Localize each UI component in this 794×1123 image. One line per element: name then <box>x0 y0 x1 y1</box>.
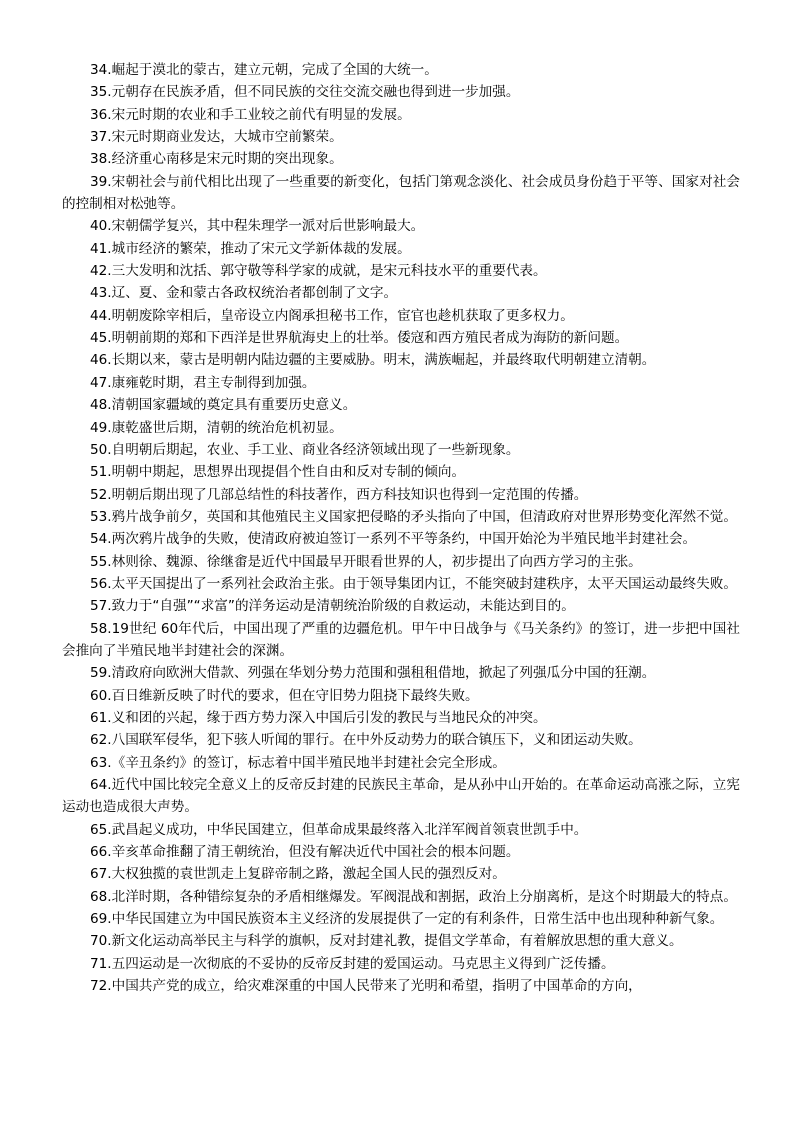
list-item: 38.经济重心南移是宋元时期的突出现象。 <box>90 151 343 168</box>
list-item: 36.宋元时期的农业和手工业较之前代有明显的发展。 <box>90 106 411 123</box>
list-item: 70.新文化运动高举民主与科学的旗帜，反对封建礼教，提倡文学革命，有着解放思想的重大意义。 <box>90 933 683 950</box>
list-item: 54.两次鸦片战争的失败，使清政府被迫签订一系列不平等条约，中国开始沦为半殖民地半封建社会。 <box>90 531 697 548</box>
list-item: 51.明朝中期起，思想界出现提倡个性自由和反对专制的倾向。 <box>90 464 466 481</box>
list-item: 68.北洋时期，各种错综复杂的矛盾相继爆发。军阀混战和割据，政治上分崩离析，是这个时期最大的特点。 <box>90 888 737 905</box>
list-item: 66.辛亥革命推翻了清王朝统治，但没有解决近代中国社会的根本问题。 <box>90 844 520 861</box>
list-item: 45.明朝前期的郑和下西洋是世界航海史上的壮举。倭寇和西方殖民者成为海防的新问题。 <box>90 330 629 347</box>
list-item: 37.宋元时期商业发达，大城市空前繁荣。 <box>90 129 343 146</box>
list-item: 35.元朝存在民族矛盾，但不同民族的交往交流交融也得到进一步加强。 <box>90 84 520 101</box>
list-item: 61.义和团的兴起，缘于西方势力深入中国后引发的教民与当地民众的冲突。 <box>90 709 547 726</box>
list-item: 34.崛起于漠北的蒙古，建立元朝，完成了全国的大统一。 <box>90 62 438 78</box>
list-item: 50.自明朝后期起，农业、手工业、商业各经济领域出现了一些新现象。 <box>90 441 520 458</box>
list-item: 49.康乾盛世后期，清朝的统治危机初显。 <box>90 419 343 436</box>
list-item: 41.城市经济的繁荣，推动了宋元文学新体裁的发展。 <box>90 240 411 257</box>
list-item: 64.近代中国比较完全意义上的反帝反封建的民族民主革命，是从孙中山开始的。在革命运动高涨之际，立宪运动也造成很大声势。 <box>62 777 740 816</box>
list-item: 59.清政府向欧洲大借款、列强在华划分势力范围和强租租借地，掀起了列强瓜分中国的狂潮。 <box>90 665 656 682</box>
list-item: 52.明朝后期出现了几部总结性的科技著作，西方科技知识也得到一定范围的传播。 <box>90 486 588 503</box>
list-item: 57.致力于“自强”“求富”的洋务运动是清朝统治阶级的自救运动，未能达到目的。 <box>90 598 575 615</box>
list-item: 39.宋朝社会与前代相比出现了一些重要的新变化，包括门第观念淡化、社会成员身份趋于平等、国家对社会的控制相对松弛等。 <box>62 173 740 213</box>
list-item: 40.宋朝儒学复兴，其中程朱理学一派对后世影响最大。 <box>90 218 425 235</box>
list-item: 71.五四运动是一次彻底的不妥协的反帝反封建的爱国运动。马克思主义得到广泛传播。 <box>90 955 615 972</box>
list-item: 72.中国共产党的成立，给灾难深重的中国人民带来了光明和希望，指明了中国革命的方向， <box>90 978 642 995</box>
list-item: 67.大权独揽的袁世凯走上复辟帝制之路，激起全国人民的强烈反对。 <box>90 866 506 883</box>
list-item: 58.19世纪 60年代后，中国出现了严重的边疆危机。甲午中日战争与《马关条约》的签订，进一步把中国社会推向了半殖民地半封建社会的深渊。 <box>62 620 740 659</box>
list-item: 65.武昌起义成功，中华民国建立，但革命成果最终落入北洋军阀首领袁世凯手中。 <box>90 821 588 838</box>
list-item: 62.八国联军侵华，犯下骇人听闻的罪行。在中外反动势力的联合镇压下，义和团运动失败。 <box>90 732 642 749</box>
list-item: 53.鸦片战争前夕，英国和其他殖民主义国家把侵略的矛头指向了中国，但清政府对世界形势变化浑然不觉。 <box>90 508 737 525</box>
list-item: 47.康雍乾时期，君主专制得到加强。 <box>90 374 316 391</box>
list-item: 43.辽、夏、金和蒙古各政权统治者都创制了文字。 <box>90 285 398 302</box>
list-item: 42.三大发明和沈括、郭守敬等科学家的成就，是宋元科技水平的重要代表。 <box>90 263 547 280</box>
list-item: 44.明朝废除宰相后，皇帝设立内阁承担秘书工作，宦官也趁机获取了更多权力。 <box>90 307 574 324</box>
list-item: 69.中华民国建立为中国民族资本主义经济的发展提供了一定的有利条件，日常生活中也出现种种新气象。 <box>90 911 724 928</box>
list-item: 48.清朝国家疆域的奠定具有重要历史意义。 <box>90 397 357 414</box>
list-item: 46.长期以来，蒙古是明朝内陆边疆的主要威胁。明末，满族崛起，并最终取代明朝建立清朝。 <box>90 352 656 369</box>
document-page <box>62 59 740 997</box>
list-item: 60.百日维新反映了时代的要求，但在守旧势力阻挠下最终失败。 <box>90 687 479 704</box>
list-item: 63.《辛丑条约》的签订，标志着中国半殖民地半封建社会完全形成。 <box>90 754 506 771</box>
list-item: 56.太平天国提出了一系列社会政治主张。由于领导集团内讧，不能突破封建秩序，太平天国运动最终失败。 <box>90 575 737 592</box>
list-item: 55.林则徐、魏源、徐继畬是近代中国最早开眼看世界的人，初步提出了向西方学习的主张。 <box>90 553 642 570</box>
